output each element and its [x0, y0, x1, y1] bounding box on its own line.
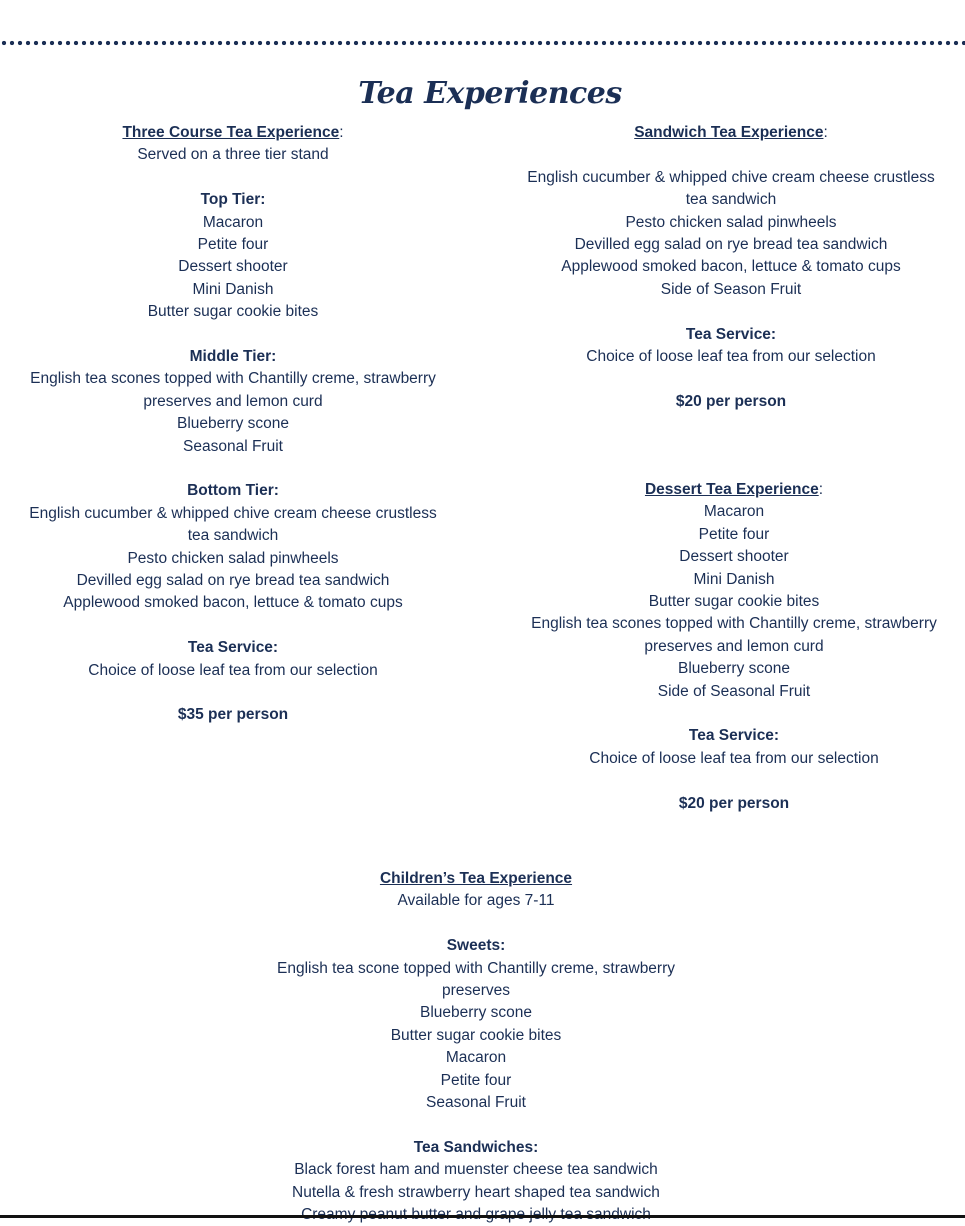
dessert-section — [530, 479, 938, 815]
menu-item: Devilled egg salad on rye bread tea sandwich — [76, 572, 390, 590]
menu-item: Macaron — [202, 213, 264, 231]
menu-item: English cucumber & whipped chive cream cheese crustless tea sandwich — [29, 504, 437, 545]
heading-suffix: : — [823, 124, 828, 141]
heading-suffix: : — [339, 124, 344, 141]
tea-service-text: Choice of loose leaf tea from our selection — [88, 661, 378, 679]
section-subtitle: Available for ages 7-11 — [397, 892, 555, 910]
price: $20 per person — [678, 794, 790, 812]
tea-service-text: Choice of loose leaf tea from our selection — [586, 348, 876, 366]
menu-item: Dessert shooter — [679, 548, 789, 566]
menu-item: Macaron — [703, 503, 765, 521]
three-course-heading: Three Course Tea Experience — [122, 124, 340, 141]
menu-item: Butter sugar cookie bites — [390, 1026, 562, 1044]
heading-suffix: : — [818, 481, 824, 498]
menu-item: Black forest ham and muenster cheese tea sandwich — [294, 1161, 658, 1179]
menu-item: Butter sugar cookie bites — [147, 303, 319, 321]
children-heading: Children’s Tea Experience — [379, 870, 573, 887]
menu-item: Applewood smoked bacon, lettuce & tomato cups — [561, 258, 901, 276]
tea-service-label: Tea Service: — [685, 325, 777, 343]
menu-item: Side of Season Fruit — [660, 280, 802, 298]
page-title: Tea Experiences — [358, 76, 622, 111]
menu-item: Petite four — [698, 525, 770, 543]
dessert-heading: Dessert Tea Experience — [644, 481, 819, 498]
menu-item: Seasonal Fruit — [426, 1094, 526, 1112]
menu-item: English tea scone topped with Chantilly creme, strawberry preserves — [276, 959, 676, 1000]
menu-item: Butter sugar cookie bites — [648, 593, 820, 611]
children-section — [276, 868, 676, 1226]
dotted-divider — [0, 40, 965, 46]
menu-item: Side of Seasonal Fruit — [657, 682, 811, 700]
sandwich-section — [527, 122, 935, 413]
bottom-tier-label: Bottom Tier: — [187, 482, 279, 500]
menu-item: Macaron — [445, 1049, 507, 1067]
tea-service-label: Tea Service: — [187, 639, 279, 657]
menu-item: Petite four — [197, 236, 269, 254]
section-heading — [530, 479, 938, 501]
menu-item: Pesto chicken salad pinwheels — [625, 213, 837, 231]
menu-item: Applewood smoked bacon, lettuce & tomato cups — [63, 594, 403, 612]
menu-item: Blueberry scone — [419, 1004, 532, 1022]
price: $35 per person — [177, 706, 289, 724]
menu-item: English tea scones topped with Chantilly creme, strawberry preserves and lemon curd — [30, 370, 436, 410]
section-heading — [527, 122, 935, 144]
menu-item: Dessert shooter — [178, 258, 288, 276]
three-course-section — [20, 122, 446, 727]
menu-item: Nutella & fresh strawberry heart shaped tea sandwich — [292, 1183, 660, 1201]
sandwich-heading: Sandwich Tea Experience — [634, 124, 824, 141]
sweets-label: Sweets: — [446, 937, 506, 955]
menu-item: Petite four — [440, 1071, 512, 1089]
tea-service-text: Choice of loose leaf tea from our selection — [589, 749, 879, 767]
menu-item: Devilled egg salad on rye bread tea sandwich — [574, 236, 888, 254]
menu-item: Mini Danish — [192, 280, 274, 298]
price: $20 per person — [675, 392, 787, 410]
section-subtitle: Served on a three tier stand — [137, 146, 329, 164]
menu-item: Blueberry scone — [677, 660, 790, 678]
top-tier-label: Top Tier: — [200, 191, 266, 209]
tea-service-label: Tea Service: — [688, 727, 780, 745]
tea-sandwiches-label: Tea Sandwiches: — [413, 1138, 539, 1156]
menu-item: Pesto chicken salad pinwheels — [127, 549, 339, 567]
section-heading — [20, 122, 446, 144]
menu-item: Seasonal Fruit — [183, 437, 283, 455]
middle-tier-label: Middle Tier: — [189, 348, 277, 366]
menu-item: Mini Danish — [693, 570, 775, 588]
menu-item: English tea scones topped with Chantilly creme, strawberry preserves and lemon curd — [531, 615, 937, 655]
menu-item: English cucumber & whipped chive cream cheese crustless tea sandwich — [527, 168, 935, 209]
menu-item: Blueberry scone — [176, 415, 289, 433]
